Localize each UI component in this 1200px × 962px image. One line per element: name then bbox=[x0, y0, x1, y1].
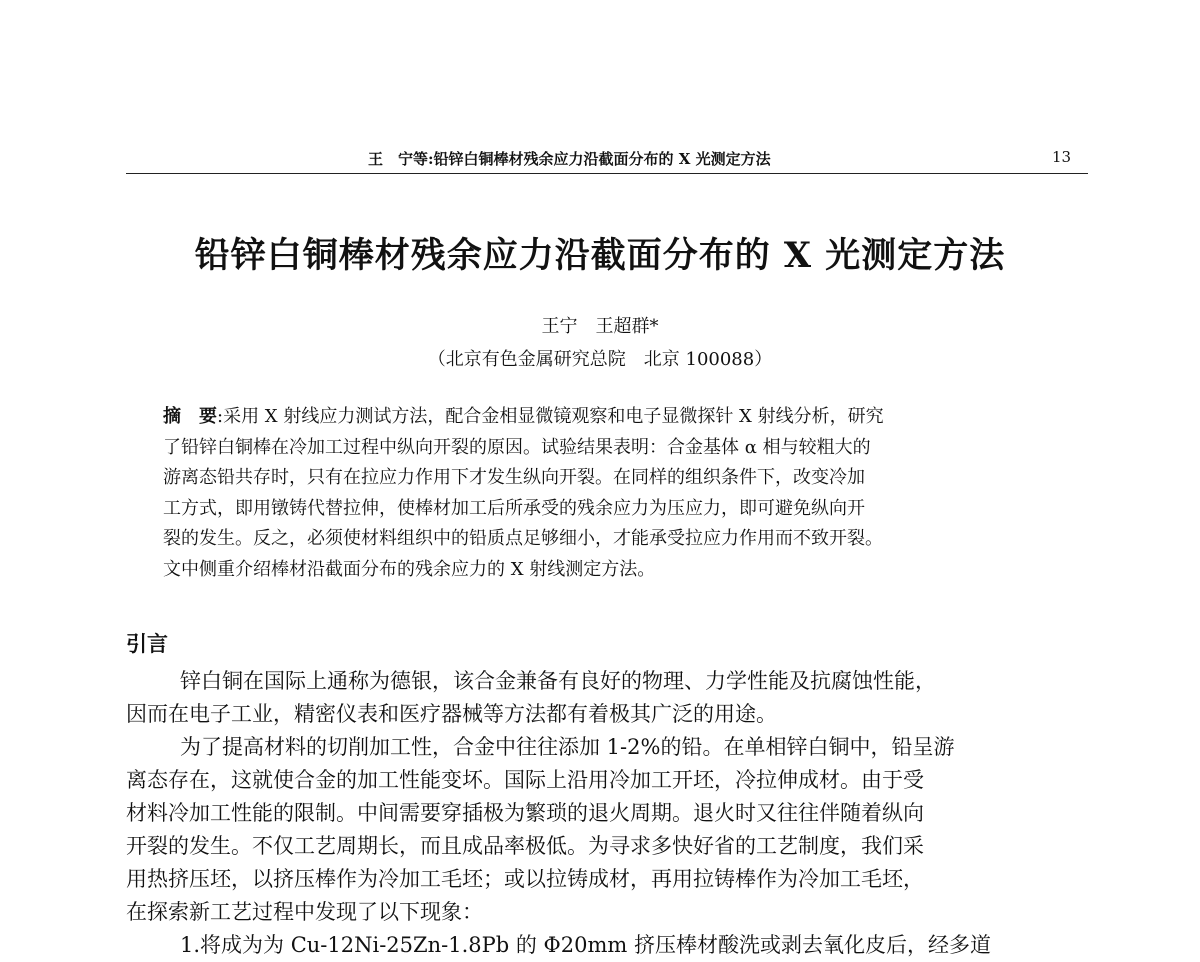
abstract bbox=[163, 402, 1053, 585]
page-number: 13 bbox=[1052, 148, 1072, 166]
body-line: 用热挤压坯，以挤压棒作为冷加工毛坯；或以拉铸成材，再用拉铸棒作为冷加工毛坯， bbox=[126, 867, 924, 891]
abstract-line: 游离态铅共存时，只有在拉应力作用下才发生纵向开裂。在同样的组织条件下，改变冷加 bbox=[163, 467, 865, 488]
abstract-line: 文中侧重介绍棒材沿截面分布的残余应力的 X 射线测定方法。 bbox=[163, 558, 656, 580]
body-line: 因而在电子工业，精密仪表和医疗器械等方法都有着极其广泛的用途。 bbox=[126, 702, 777, 726]
affiliation: （北京有色金属研究总院 北京 100088） bbox=[427, 349, 773, 370]
running-head: 王 宁等:铅锌白铜棒材残余应力沿截面分布的 X 光测定方法 bbox=[368, 150, 771, 168]
body-line: 在探索新工艺过程中发现了以下现象： bbox=[126, 900, 483, 924]
body-text bbox=[126, 665, 1116, 962]
abstract-line: 工方式，即用镦铸代替拉伸，使棒材加工后所承受的残余应力为压应力，即可避免纵向开 bbox=[163, 497, 865, 519]
body-line: 离态存在，这就使合金的加工性能变坏。国际上沿用冷加工开坯，冷拉伸成材。由于受 bbox=[126, 768, 924, 792]
authors: 王宁 王超群* bbox=[541, 316, 659, 337]
abstract-line: 摘 要:采用 X 射线应力测试方法，配合金相显微镜观察和电子显微探针 X 射线分析，研究 bbox=[163, 406, 884, 427]
header-rule bbox=[126, 173, 1088, 174]
body-line: 开裂的发生。不仅工艺周期长，而且成品率极低。为寻求多快好省的工艺制度，我们采 bbox=[126, 834, 924, 858]
body-line: 材料冷加工性能的限制。中间需要穿插极为繁琐的退火周期。退火时又往往伴随着纵向 bbox=[126, 801, 924, 825]
body-line: 1.将成为为 Cu-12Ni-25Zn-1.8Pb 的 Φ20mm 挤压棒材酸洗或剥去氧化皮后，经多道 bbox=[180, 933, 991, 957]
abstract-line: 裂的发生。反之，必须使材料组织中的铅质点足够细小，才能承受拉应力作用而不致开裂。 bbox=[163, 528, 883, 549]
article-title: 铅锌白铜棒材残余应力沿截面分布的 X 光测定方法 bbox=[194, 235, 1006, 276]
abstract-line: 了铅锌白铜棒在冷加工过程中纵向开裂的原因。试验结果表明：合金基体 α 相与较粗大的 bbox=[163, 436, 871, 458]
section-heading: 引言 bbox=[126, 632, 168, 656]
abstract-label: 摘 要 bbox=[163, 406, 217, 427]
body-line: 锌白铜在国际上通称为德银，该合金兼备有良好的物理、力学性能及抗腐蚀性能， bbox=[180, 669, 936, 693]
body-line: 为了提高材料的切削加工性，合金中往往添加 1-2%的铅。在单相锌白铜中，铅呈游 bbox=[180, 735, 955, 759]
